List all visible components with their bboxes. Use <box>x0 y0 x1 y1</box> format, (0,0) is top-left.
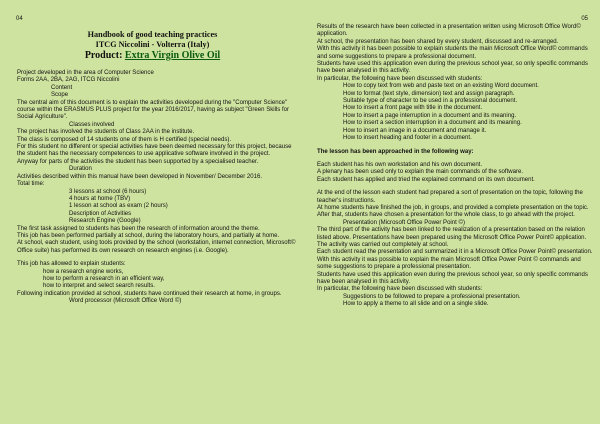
text-line: Project developed in the area of Computer Science <box>17 70 154 76</box>
section-heading: Research Engine (Google) <box>69 218 141 225</box>
paragraph: The class is composed of 14 students one of them is H certified (special needs). <box>17 136 232 143</box>
text-line: A plenary has been used only to explain the main commands of the software. <box>317 169 524 176</box>
text-line: In particular, the following have been discussed with students: <box>317 286 483 293</box>
paragraph: Results of the research have been collected in a presentation written using Microsoft Office Word© application. <box>317 24 581 38</box>
section-heading: Description of Activities <box>69 210 132 217</box>
paragraph: This job has been performed partially at school, during the laboratory hours, and partially at home. <box>17 232 280 239</box>
section-heading: The lesson has been approached in the following way: <box>317 148 474 155</box>
paragraph: Each student read the presentation and summarized it in a Microsoft Office Power Point© presentation. <box>317 249 593 256</box>
section-heading: Presentation (Microsoft Office Power Point ©) <box>343 219 465 226</box>
paragraph: Anyway for parts of the activities the student has been supported by a specialised teacher. <box>17 158 259 165</box>
paragraph: Students have used this application even during the previous school year, so only specific commands have been analysed in this activity. <box>317 271 588 285</box>
paragraph: The project has involved the students of Class 2AA in the institute. <box>17 129 195 136</box>
paragraph: Following indication provided at school, students have continued their research at home, in groups. <box>17 290 282 297</box>
paragraph: The third part of the activity has been linked to the realization of a presentation based on the relation listed above. Presentations have been prepared using the Microsoft Office Power Point© application. <box>317 227 587 241</box>
section-heading: Classes involved <box>69 121 115 128</box>
page-number: 04 <box>16 16 23 22</box>
list-item: How to insert an image in a document and manage it. <box>343 127 487 134</box>
list-item: Suggestions to be followed to prepare a professional presentation. <box>343 293 521 300</box>
section-heading: Scope <box>51 92 69 99</box>
paragraph: For this student no different or special activities have been deemed necessary for this project, because the student has the necessary competences to use applicative software involved in the project. <box>17 144 292 158</box>
product-label: Product: <box>84 50 123 61</box>
text-line: Each student has applied and tried the explained command on its own document. <box>317 176 535 183</box>
paragraph: Activities described within this manual have been developed in November/ December 2016. <box>17 173 263 180</box>
paragraph: The first task assigned to students has been the research of information around the theme. <box>17 225 260 232</box>
text-line: The activity was carried out completely at school. <box>317 241 449 248</box>
list-item: How to copy text from web and paste text on an existing Word document. <box>343 83 539 90</box>
paragraph: With this activity it has been possible to explain students the main Microsoft Office Word© commands and some suggestions to prepare a professional document. <box>317 46 588 60</box>
paragraph: The central aim of this document is to explain the activities developed during the "Computer Science" course within the ERASMUS PLUS project for the year 2016/2017, having as subject "Green Skills for Social Agriculture". <box>17 99 290 121</box>
list-item: how to interpret and select search results. <box>43 283 155 290</box>
text-line: Each student has his own workstation and his own document. <box>317 161 483 168</box>
section-heading: Content <box>51 84 73 91</box>
text-line: Forms 2AA, 2BA, 2AG, ITCG Niccolini <box>17 77 120 84</box>
text-line: In particular, the following have been discussed with students: <box>317 75 483 82</box>
list-item: 4 hours at home (TBV) <box>69 195 131 202</box>
list-item: How to insert a page interruption in a document and its meaning. <box>343 112 517 119</box>
document-title <box>9 16 296 62</box>
paragraph: Students have used this application even during the previous school year, so only specific commands have been analysed in this activity. <box>317 61 588 75</box>
list-item: 3 lessons at school (6 hours) <box>69 188 147 195</box>
list-item: How to insert a section interruption in a document and its meaning. <box>343 120 522 127</box>
list-item: How to format (text style, dimension) text and assign paragraph. <box>343 90 515 97</box>
title-line-1: Handbook of good teaching practices <box>87 30 218 39</box>
list-item: Suitable type of character to be used in a professional document. <box>343 98 518 105</box>
right-page <box>300 0 600 424</box>
paragraph: With this activity it was possible to explain the main Microsoft Office Power Point © commands and some suggestions to prepare a professional presentation. <box>317 256 581 271</box>
text-line: This job has allowed to explain students: <box>17 261 126 268</box>
paragraph: At home students have finished the job, in groups, and provided a complete presentation on the topic. <box>317 204 589 211</box>
paragraph: After that, students have chosen a presentation for the whole class, to go ahead with the project. <box>317 212 575 219</box>
title-line-2: ITCG Niccolini - Volterra (Italy) <box>95 40 210 49</box>
list-item: how a research engine works, <box>43 268 124 275</box>
list-item: How to apply a theme to all slide and on a single slide. <box>343 301 489 308</box>
paragraph: At the end of the lesson each student had prepared a sort of presentation on the topic, following the teacher's instructions. <box>317 190 583 204</box>
page-number: 05 <box>581 16 588 22</box>
list-item: how to perform a research in an efficient way, <box>43 275 165 282</box>
text-line: Total time: <box>17 181 45 188</box>
section-heading: Duration <box>69 166 92 173</box>
list-item: 1 lesson at school as exam (2 hours) <box>69 203 168 210</box>
paragraph: At school, the presentation has been shared by every student, discussed and re-arranged. <box>317 38 559 45</box>
list-item: How to insert a front page with title in the document. <box>343 105 483 112</box>
product-heading <box>9 50 296 62</box>
product-name: Extra Virgin Olive Oil <box>124 50 221 61</box>
list-item: How to insert heading and footer in a document. <box>343 135 472 142</box>
paragraph: At school, each student, using tools provided by the school (workstation, internet connection, Microsoft© Office suite) has performed its own research on research engines (i.e. Google). <box>17 240 296 254</box>
section-heading: Word processor (Microsoft Office Word ©) <box>69 298 182 305</box>
